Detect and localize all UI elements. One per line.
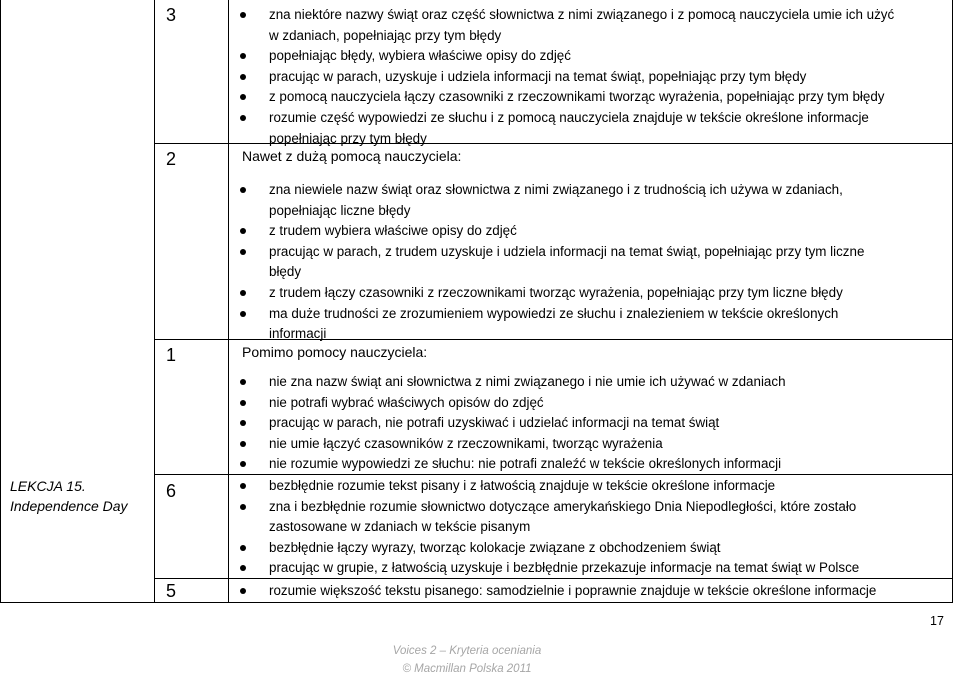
- criteria-item-text: popełniając liczne błędy: [269, 202, 411, 218]
- bullet-icon: [240, 311, 246, 317]
- criteria-item-text: pracując w parach, uzyskuje i udziela informacji na temat świąt, popełniając przy tym błędy: [269, 68, 807, 84]
- bullet-icon: [240, 290, 246, 296]
- bullet-icon: [240, 588, 246, 594]
- bullet-icon: [240, 12, 246, 18]
- bullet-icon: [240, 228, 246, 234]
- criteria-item-text: zna niewiele nazw świąt oraz słownictwa z nimi związanego i z trudnością ich używa w zdaniach,: [269, 182, 843, 197]
- criteria-item-text: bezbłędnie łączy wyrazy, tworząc kolokacje związane z obchodzeniem świąt: [269, 539, 721, 555]
- bullet-icon: [240, 441, 246, 447]
- criteria-item-text: zastosowane w zdaniach w tekście pisanym: [269, 519, 531, 535]
- criteria-item-text: w zdaniach, popełniając przy tym błędy: [269, 27, 502, 43]
- grade-number: 3: [166, 5, 177, 25]
- grade-heading: Nawet z dużą pomocą nauczyciela:: [242, 148, 462, 164]
- column-divider-lesson: [154, 0, 155, 602]
- grade-heading: Pomimo pomocy nauczyciela:: [242, 344, 428, 360]
- bullet-icon: [240, 565, 246, 571]
- bullet-icon: [240, 400, 246, 406]
- criteria-item-text: ma duże trudności ze zrozumieniem wypowiedzi ze słuchu i znalezieniem w tekście określonych: [269, 305, 839, 321]
- bullet-icon: [240, 115, 246, 121]
- bullet-icon: [240, 461, 246, 467]
- criteria-item-text: rozumie część wypowiedzi ze słuchu i z pomocą nauczyciela znajduje w tekście określone informacje: [269, 110, 869, 125]
- criteria-item-text: pracując w parach, nie potrafi uzyskiwać i udzielać informacji na temat świąt: [269, 415, 720, 431]
- bullet-icon: [240, 379, 246, 385]
- criteria-item-text: bezbłędnie rozumie tekst pisany i z łatwością znajduje w tekście określone informacje: [269, 478, 776, 493]
- bullet-icon: [240, 545, 246, 551]
- criteria-item-text: nie potrafi wybrać właściwych opisów do zdjęć: [269, 394, 544, 410]
- criteria-item-text: z pomocą nauczyciela łączy czasowniki z rzeczownikami tworząc wyrażenia, popełniając przy tym błędy: [269, 89, 885, 105]
- bullet-icon: [240, 504, 246, 510]
- bullet-icon: [240, 53, 246, 59]
- bullet-icon: [240, 420, 246, 426]
- footer-copyright: © Macmillan Polska 2011: [402, 663, 532, 675]
- criteria-item-text: błędy: [269, 264, 302, 280]
- table-border-bottom: [0, 602, 953, 603]
- criteria-item-text: popełniając błędy, wybiera właściwe opisy do zdjęć: [269, 48, 571, 64]
- table-border-left: [0, 0, 1, 602]
- bullet-icon: [240, 249, 246, 255]
- grade-number: 2: [166, 149, 177, 169]
- criteria-item-text: zna niektóre nazwy świąt oraz część słownictwa z nimi związanego i z pomocą nauczyciela umie ich użyć: [269, 7, 895, 22]
- page-number: 17: [930, 614, 944, 628]
- criteria-item-text: z trudem łączy czasowniki z rzeczownikami tworząc wyrażenia, popełniając przy tym liczne błędy: [269, 285, 843, 300]
- bullet-icon: [240, 483, 246, 489]
- criteria-item-text: zna i bezbłędnie rozumie słownictwo dotyczące amerykańskiego Dnia Niepodległości, które zostało: [269, 498, 857, 514]
- bullet-icon: [240, 74, 246, 80]
- bullet-icon: [240, 94, 246, 100]
- criteria-item-text: popełniając przy tym błędy: [269, 130, 427, 146]
- lesson-label: [10, 476, 150, 516]
- bullet-icon: [240, 187, 246, 193]
- grade-number: 1: [166, 345, 177, 365]
- criteria-item-text: nie umie łączyć czasowników z rzeczownikami, tworząc wyrażenia: [269, 435, 663, 451]
- criteria-item-text: rozumie większość tekstu pisanego: samodzielnie i poprawnie znajduje w tekście określone informacje: [269, 583, 877, 598]
- lesson-number: LEKCJA 15.: [10, 478, 86, 494]
- criteria-item-text: z trudem wybiera właściwe opisy do zdjęć: [269, 223, 517, 239]
- criteria-item-text: pracując w parach, z trudem uzyskuje i udziela informacji na temat świąt, popełniając przy tym liczne: [269, 243, 865, 259]
- table-border-right: [952, 0, 953, 602]
- grade-number: 5: [166, 581, 177, 601]
- footer-title: Voices 2 – Kryteria oceniania: [392, 645, 542, 657]
- criteria-item-text: nie rozumie wypowiedzi ze słuchu: nie potrafi znaleźć w tekście określonych informacji: [269, 456, 782, 472]
- lesson-title: Independence Day: [10, 498, 128, 514]
- criteria-item-text: nie zna nazw świąt ani słownictwa z nimi związanego i nie umie ich używać w zdaniach: [269, 374, 786, 389]
- grade-number: 6: [166, 481, 177, 501]
- column-divider-grade: [228, 0, 229, 602]
- criteria-item-text: pracując w grupie, z łatwością uzyskuje i bezbłędnie przekazuje informacje na temat świąt w Polsce: [269, 560, 860, 576]
- criteria-item-text: informacji: [269, 326, 327, 342]
